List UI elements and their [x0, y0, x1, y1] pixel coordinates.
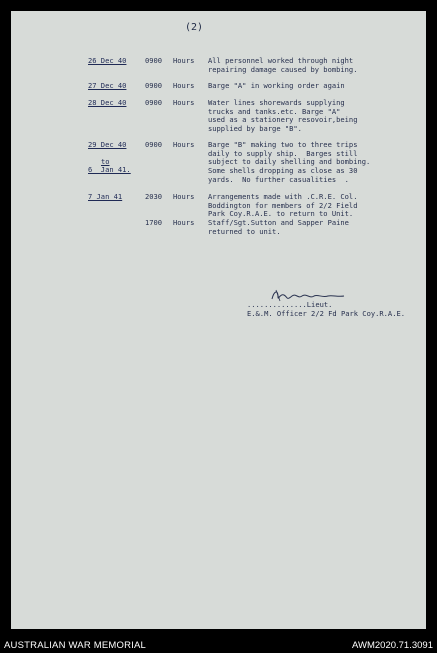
entry-text-line: supplied by barge "B".	[208, 124, 302, 134]
entry-hours: Hours	[173, 192, 195, 201]
entry-text-line: yards. No further casualities .	[208, 174, 349, 184]
entry-text-line: Park Coy.R.A.E. to return to Unit.	[208, 209, 354, 219]
entry-text-line: repairing damage caused by bombing.	[208, 64, 358, 74]
entry-text-line: Barge "A" in working order again	[208, 81, 345, 90]
entry-hours: Hours	[173, 98, 195, 107]
entry-hours: Hours	[173, 218, 195, 227]
entry-date: 29 Dec 40	[88, 140, 127, 149]
entry-date: 28 Dec 40	[88, 98, 127, 107]
signature-title: E.&.M. Officer 2/2 Fd Park Coy.R.A.E.	[247, 309, 406, 318]
entry-date-end: 6 Jan 41.	[88, 165, 131, 174]
entry-text-line: All personnel worked through night	[208, 56, 354, 65]
entry-text-line: Staff/Sgt.Sutton and Sapper Paine	[208, 218, 349, 227]
entry-text-line: used as a stationery resovoir,being	[208, 115, 358, 125]
entry-date: 7 Jan 41	[88, 192, 123, 201]
entry-time: 0900	[145, 140, 163, 149]
entry-text-line: Boddington for members of 2/2 Field	[208, 200, 358, 210]
footer-institution: AUSTRALIAN WAR MEMORIAL	[4, 640, 147, 651]
footer-bar	[0, 639, 437, 653]
entry-date-to: to	[101, 157, 110, 166]
entry-time: 0900	[145, 98, 163, 107]
entry-text-line: daily to supply ship. Barges still	[208, 148, 358, 158]
entry-text-line: returned to unit.	[208, 226, 281, 236]
entry-text-line: subject to daily shelling and bombing.	[208, 157, 371, 167]
entry-time: 1700	[145, 218, 163, 227]
entry-hours: Hours	[173, 140, 195, 149]
page-number: (2)	[185, 22, 204, 33]
entry-time: 0900	[145, 81, 163, 90]
entry-hours: Hours	[173, 81, 195, 90]
entry-date: 27 Dec 40	[88, 81, 127, 90]
signature-line: ..............Lieut.	[247, 300, 333, 309]
entry-text-line: Barge "B" making two to three trips	[208, 140, 358, 149]
entry-text-line: Arrangements made with .C.R.E. Col.	[208, 192, 358, 201]
entry-date: 26 Dec 40	[88, 56, 127, 65]
footer-accession-number: AWM2020.71.3091	[352, 640, 433, 651]
entry-text-line: Some shells dropping as close as 30	[208, 166, 358, 176]
entry-time: 2030	[145, 192, 163, 201]
entry-time: 0900	[145, 56, 163, 65]
entry-text-line: trucks and tanks.etc. Barge "A"	[208, 106, 341, 116]
entry-hours: Hours	[173, 56, 195, 65]
entry-text-line: Water lines shorewards supplying	[208, 98, 345, 107]
